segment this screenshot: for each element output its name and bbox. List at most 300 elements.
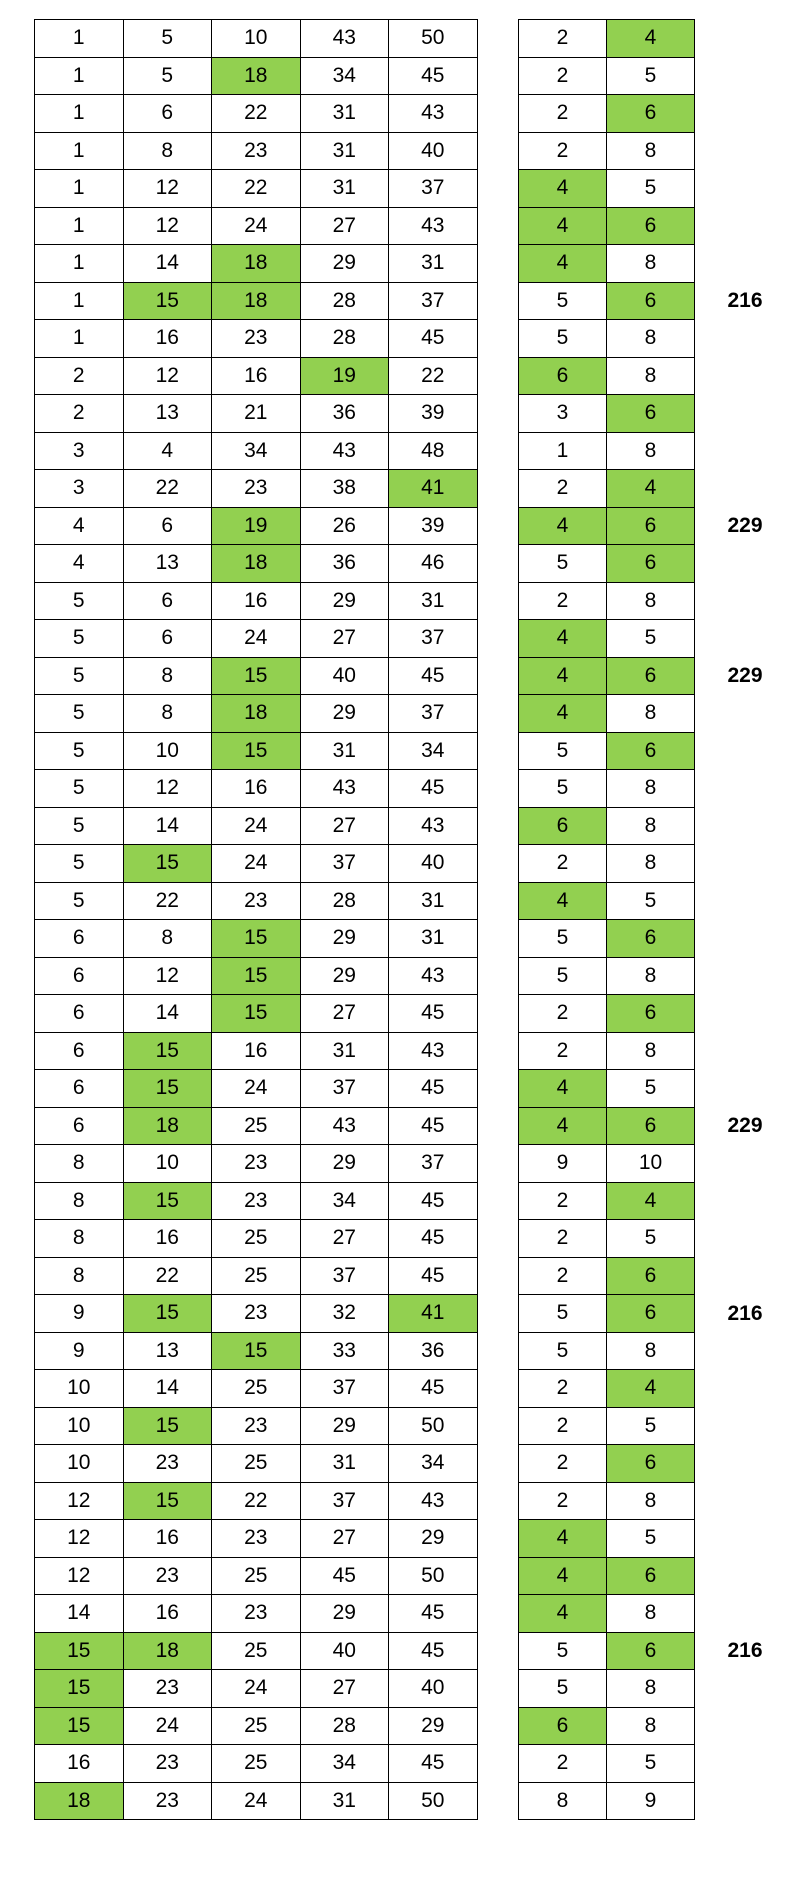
pair-cell: 2 (519, 132, 607, 170)
pair-cell: 6 (607, 282, 695, 320)
pair-cell: 4 (607, 20, 695, 58)
row-total (710, 695, 780, 733)
number-cell: 12 (123, 357, 212, 395)
row-total (710, 1182, 780, 1220)
number-cell: 25 (212, 1745, 301, 1783)
pair-row (519, 132, 695, 170)
number-cell: 37 (300, 1257, 389, 1295)
pair-cell: 4 (607, 470, 695, 508)
row-total (710, 1032, 780, 1070)
table-row (35, 732, 478, 770)
number-cell: 37 (300, 1070, 389, 1108)
number-cell: 14 (123, 1370, 212, 1408)
pair-cell: 6 (607, 207, 695, 245)
pair-cell: 5 (519, 732, 607, 770)
table-row (35, 1632, 478, 1670)
number-cell: 41 (389, 470, 478, 508)
number-cell: 22 (212, 170, 301, 208)
number-cell: 8 (35, 1182, 124, 1220)
pair-cell: 5 (607, 620, 695, 658)
pair-row (519, 1520, 695, 1558)
pair-cell: 2 (519, 845, 607, 883)
table-row (35, 507, 478, 545)
number-cell: 15 (35, 1670, 124, 1708)
number-cell: 15 (123, 1407, 212, 1445)
table-row (35, 1595, 478, 1633)
number-cell: 6 (123, 507, 212, 545)
number-cell: 29 (300, 582, 389, 620)
number-cell: 40 (300, 657, 389, 695)
pair-cell: 8 (607, 1032, 695, 1070)
number-cell: 29 (300, 920, 389, 958)
number-cell: 24 (212, 207, 301, 245)
number-cell: 34 (300, 1745, 389, 1783)
number-cell: 23 (212, 1182, 301, 1220)
number-cell: 22 (389, 357, 478, 395)
number-cell: 29 (300, 957, 389, 995)
table-row (35, 395, 478, 433)
number-cell: 29 (389, 1707, 478, 1745)
pair-row (519, 545, 695, 583)
number-cell: 43 (389, 1482, 478, 1520)
number-cell: 14 (123, 245, 212, 283)
row-total (710, 845, 780, 883)
number-cell: 23 (212, 320, 301, 358)
number-cell: 27 (300, 995, 389, 1033)
number-cell: 46 (389, 545, 478, 583)
row-total (710, 1070, 780, 1108)
row-total (710, 1782, 780, 1820)
pair-cell: 2 (519, 1745, 607, 1783)
pair-row (519, 1295, 695, 1333)
number-cell: 29 (389, 1520, 478, 1558)
pair-row (519, 1407, 695, 1445)
number-cell: 25 (212, 1220, 301, 1258)
pair-cell: 2 (519, 1482, 607, 1520)
table-row (35, 57, 478, 95)
number-cell: 22 (123, 1257, 212, 1295)
number-cell: 34 (300, 1182, 389, 1220)
number-cell: 25 (212, 1107, 301, 1145)
table-row (35, 1182, 478, 1220)
table-row (35, 995, 478, 1033)
number-cell: 50 (389, 1407, 478, 1445)
row-total (710, 920, 780, 958)
pair-cell: 2 (519, 20, 607, 58)
table-row (35, 320, 478, 358)
number-cell: 16 (212, 357, 301, 395)
row-total (710, 207, 780, 245)
row-total (710, 470, 780, 508)
number-cell: 8 (123, 695, 212, 733)
pair-cell: 2 (519, 1445, 607, 1483)
pair-cell: 8 (607, 1482, 695, 1520)
pair-cell: 6 (607, 1257, 695, 1295)
pair-row (519, 1370, 695, 1408)
number-cell: 22 (212, 95, 301, 133)
pair-cell: 2 (519, 95, 607, 133)
number-cell: 5 (35, 695, 124, 733)
pair-row (519, 882, 695, 920)
pair-row (519, 1707, 695, 1745)
number-cell: 18 (35, 1782, 124, 1820)
number-cell: 6 (35, 1107, 124, 1145)
number-cell: 50 (389, 1782, 478, 1820)
number-cell: 45 (389, 1220, 478, 1258)
number-cell: 29 (300, 1595, 389, 1633)
number-cell: 1 (35, 207, 124, 245)
number-cell: 33 (300, 1332, 389, 1370)
number-cell: 43 (389, 207, 478, 245)
number-cell: 37 (300, 845, 389, 883)
row-total (710, 395, 780, 433)
number-cell: 4 (123, 432, 212, 470)
number-cell: 5 (123, 57, 212, 95)
table-row (35, 1745, 478, 1783)
number-cell: 45 (389, 1182, 478, 1220)
number-cell: 23 (212, 132, 301, 170)
number-cell: 37 (389, 620, 478, 658)
row-total (710, 1332, 780, 1370)
number-cell: 23 (212, 1295, 301, 1333)
pair-row (519, 1032, 695, 1070)
number-cell: 31 (389, 582, 478, 620)
number-cell: 50 (389, 20, 478, 58)
number-cell: 15 (212, 920, 301, 958)
number-cell: 8 (123, 132, 212, 170)
pair-cell: 5 (519, 320, 607, 358)
number-cell: 23 (212, 470, 301, 508)
table-row (35, 1107, 478, 1145)
pair-cell: 5 (519, 957, 607, 995)
row-total (710, 732, 780, 770)
pair-cell: 3 (519, 395, 607, 433)
number-cell: 23 (123, 1782, 212, 1820)
pair-cell: 6 (607, 732, 695, 770)
pair-cell: 8 (607, 807, 695, 845)
number-cell: 10 (212, 20, 301, 58)
pair-cell: 6 (607, 507, 695, 545)
number-cell: 40 (389, 845, 478, 883)
pair-row (519, 1182, 695, 1220)
table-row (35, 695, 478, 733)
number-cell: 37 (389, 695, 478, 733)
row-total (710, 1482, 780, 1520)
pair-cell: 5 (607, 1407, 695, 1445)
pair-row (519, 1557, 695, 1595)
number-cell: 5 (35, 807, 124, 845)
number-cell: 18 (212, 695, 301, 733)
number-cell: 45 (389, 1595, 478, 1633)
pair-row (519, 770, 695, 808)
pair-cell: 6 (519, 1707, 607, 1745)
number-cell: 28 (300, 882, 389, 920)
table-row (35, 1145, 478, 1183)
number-cell: 31 (300, 95, 389, 133)
pair-cell: 4 (519, 1557, 607, 1595)
number-cell: 25 (212, 1370, 301, 1408)
number-cell: 10 (35, 1370, 124, 1408)
number-cell: 27 (300, 207, 389, 245)
number-cell: 15 (212, 1332, 301, 1370)
number-cell: 25 (212, 1557, 301, 1595)
pair-row (519, 282, 695, 320)
pair-row (519, 1332, 695, 1370)
number-cell: 24 (212, 620, 301, 658)
number-cell: 15 (35, 1632, 124, 1670)
number-cell: 9 (35, 1332, 124, 1370)
pair-row (519, 1107, 695, 1145)
number-cell: 16 (123, 1220, 212, 1258)
number-cell: 18 (212, 282, 301, 320)
pair-row (519, 470, 695, 508)
table-row (35, 1407, 478, 1445)
number-cell: 24 (212, 807, 301, 845)
number-cell: 15 (212, 732, 301, 770)
row-total (710, 1520, 780, 1558)
number-cell: 43 (300, 770, 389, 808)
pair-cell: 5 (607, 1745, 695, 1783)
number-cell: 24 (212, 1670, 301, 1708)
number-cell: 23 (123, 1557, 212, 1595)
row-total (710, 1670, 780, 1708)
table-row (35, 1032, 478, 1070)
pair-row (519, 1595, 695, 1633)
pair-cell: 4 (519, 1520, 607, 1558)
number-cell: 45 (389, 1745, 478, 1783)
table-row (35, 1445, 478, 1483)
pair-cell: 8 (607, 1595, 695, 1633)
number-cell: 25 (212, 1632, 301, 1670)
number-cell: 24 (212, 1782, 301, 1820)
row-total (710, 57, 780, 95)
pair-cell: 4 (519, 620, 607, 658)
pair-row (519, 1257, 695, 1295)
pair-row (519, 357, 695, 395)
pair-cell: 4 (519, 1107, 607, 1145)
number-cell: 13 (123, 545, 212, 583)
number-cell: 32 (300, 1295, 389, 1333)
row-total (710, 995, 780, 1033)
number-cell: 31 (300, 1032, 389, 1070)
number-cell: 39 (389, 395, 478, 433)
pair-cell: 6 (607, 1632, 695, 1670)
number-cell: 43 (389, 807, 478, 845)
pair-cell: 6 (519, 357, 607, 395)
pair-cell: 4 (519, 170, 607, 208)
number-cell: 3 (35, 432, 124, 470)
pair-cell: 6 (607, 95, 695, 133)
pair-cell: 2 (519, 57, 607, 95)
number-cell: 23 (123, 1745, 212, 1783)
number-cell: 6 (35, 1070, 124, 1108)
row-total (710, 1557, 780, 1595)
number-cell: 9 (35, 1295, 124, 1333)
number-cell: 15 (212, 995, 301, 1033)
pair-cell: 4 (519, 1070, 607, 1108)
row-total (710, 807, 780, 845)
number-cell: 1 (35, 132, 124, 170)
pair-row (519, 432, 695, 470)
row-total: 229 (727, 1114, 763, 1137)
table-row (35, 845, 478, 883)
number-cell: 15 (212, 657, 301, 695)
number-cell: 6 (123, 620, 212, 658)
row-total (710, 320, 780, 358)
number-cell: 4 (35, 545, 124, 583)
number-cell: 39 (389, 507, 478, 545)
number-cell: 29 (300, 1145, 389, 1183)
number-cell: 15 (123, 282, 212, 320)
number-cell: 34 (389, 1445, 478, 1483)
number-cell: 5 (35, 620, 124, 658)
pair-row (519, 807, 695, 845)
row-total (710, 770, 780, 808)
row-total (710, 1407, 780, 1445)
row-total (710, 582, 780, 620)
number-cell: 18 (123, 1632, 212, 1670)
pair-row (519, 395, 695, 433)
pair-cell: 2 (519, 1220, 607, 1258)
number-cell: 14 (35, 1595, 124, 1633)
number-cell: 50 (389, 1557, 478, 1595)
number-cell: 25 (212, 1445, 301, 1483)
pair-row (519, 1145, 695, 1183)
pair-cell: 4 (519, 1595, 607, 1633)
number-cell: 28 (300, 282, 389, 320)
number-cell: 6 (35, 957, 124, 995)
pair-row (519, 1632, 695, 1670)
pair-cell: 8 (607, 770, 695, 808)
row-total (710, 132, 780, 170)
pair-cell: 6 (607, 1107, 695, 1145)
pair-row (519, 57, 695, 95)
pair-cell: 9 (607, 1782, 695, 1820)
number-cell: 16 (212, 1032, 301, 1070)
pair-cell: 4 (519, 695, 607, 733)
number-cell: 23 (212, 1520, 301, 1558)
pair-cell: 2 (519, 1182, 607, 1220)
pair-cell: 8 (607, 1707, 695, 1745)
number-cell: 34 (300, 57, 389, 95)
number-cell: 45 (389, 995, 478, 1033)
table-row (35, 807, 478, 845)
number-cell: 5 (35, 770, 124, 808)
pair-cell: 6 (607, 1445, 695, 1483)
number-cell: 10 (35, 1407, 124, 1445)
number-cell: 43 (300, 20, 389, 58)
pair-cell: 2 (519, 1257, 607, 1295)
pair-cell: 8 (607, 245, 695, 283)
pair-cell: 6 (607, 920, 695, 958)
number-cell: 37 (389, 1145, 478, 1183)
number-cell: 6 (35, 920, 124, 958)
number-cell: 1 (35, 245, 124, 283)
pair-cell: 8 (607, 957, 695, 995)
number-cell: 6 (123, 582, 212, 620)
number-cell: 29 (300, 695, 389, 733)
number-cell: 18 (212, 545, 301, 583)
pair-row (519, 957, 695, 995)
pair-cell: 8 (607, 357, 695, 395)
number-cell: 23 (212, 1595, 301, 1633)
number-cell: 40 (389, 132, 478, 170)
pair-cell: 8 (607, 582, 695, 620)
table-row (35, 1295, 478, 1333)
pair-grid (518, 19, 695, 1820)
number-cell: 5 (35, 845, 124, 883)
pair-cell: 5 (607, 882, 695, 920)
table-row (35, 1557, 478, 1595)
number-cell: 16 (123, 320, 212, 358)
number-cell: 8 (35, 1257, 124, 1295)
number-cell: 26 (300, 507, 389, 545)
row-total: 216 (727, 289, 763, 312)
pair-cell: 1 (519, 432, 607, 470)
number-cell: 22 (212, 1482, 301, 1520)
number-cell: 31 (300, 732, 389, 770)
row-total (710, 1370, 780, 1408)
number-cell: 36 (300, 545, 389, 583)
number-cell: 12 (35, 1557, 124, 1595)
table-row (35, 957, 478, 995)
number-cell: 40 (300, 1632, 389, 1670)
number-cell: 45 (389, 657, 478, 695)
number-cell: 22 (123, 882, 212, 920)
number-cell: 5 (35, 882, 124, 920)
pair-cell: 5 (519, 770, 607, 808)
number-cell: 43 (389, 957, 478, 995)
number-cell: 28 (300, 1707, 389, 1745)
pair-row (519, 1070, 695, 1108)
pair-row (519, 995, 695, 1033)
number-cell: 43 (300, 1107, 389, 1145)
pair-cell: 5 (607, 1520, 695, 1558)
number-cell: 27 (300, 1220, 389, 1258)
pair-row (519, 657, 695, 695)
number-cell: 16 (123, 1595, 212, 1633)
number-cell: 31 (300, 132, 389, 170)
table-row (35, 1220, 478, 1258)
row-total (710, 95, 780, 133)
number-cell: 12 (123, 770, 212, 808)
number-cell: 5 (123, 20, 212, 58)
pair-cell: 6 (607, 395, 695, 433)
row-total: 216 (727, 1639, 763, 1662)
table-row (35, 1670, 478, 1708)
number-cell: 1 (35, 57, 124, 95)
number-cell: 40 (389, 1670, 478, 1708)
table-row (35, 1707, 478, 1745)
pair-row (519, 1782, 695, 1820)
number-cell: 15 (123, 1482, 212, 1520)
number-cell: 48 (389, 432, 478, 470)
table-row (35, 207, 478, 245)
pair-row (519, 582, 695, 620)
pair-cell: 5 (519, 282, 607, 320)
pair-row (519, 1745, 695, 1783)
number-cell: 31 (389, 245, 478, 283)
pair-cell: 4 (519, 207, 607, 245)
pair-cell: 10 (607, 1145, 695, 1183)
number-cell: 5 (35, 657, 124, 695)
number-cell: 15 (123, 1182, 212, 1220)
number-cell: 14 (123, 995, 212, 1033)
number-cell: 24 (123, 1707, 212, 1745)
number-cell: 24 (212, 845, 301, 883)
number-cell: 6 (123, 95, 212, 133)
row-total (710, 1145, 780, 1183)
